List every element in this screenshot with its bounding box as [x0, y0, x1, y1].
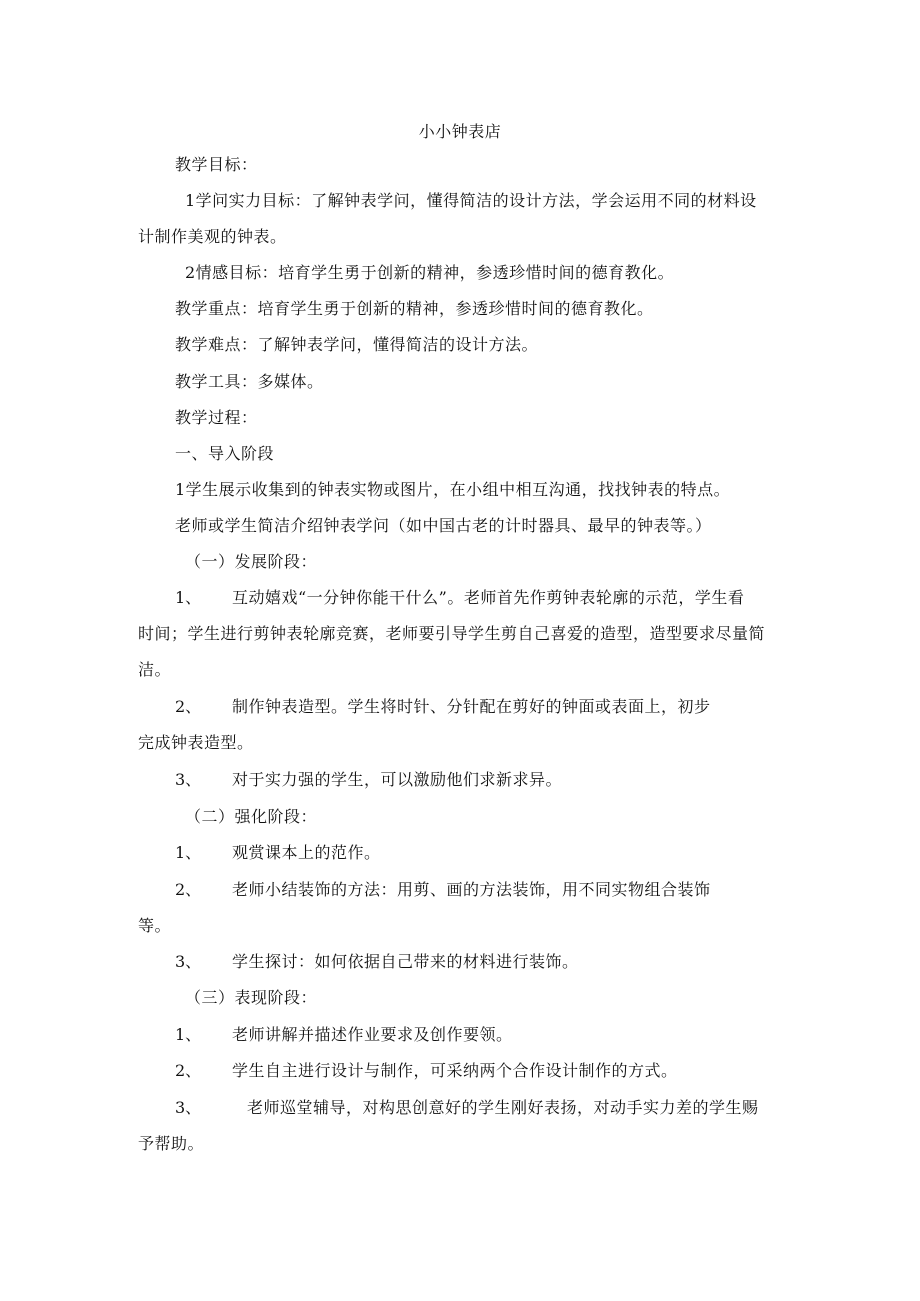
difficulty: 教学难点：了解钟表学问，懂得简洁的设计方法。: [175, 335, 539, 354]
stage-3-item-1-line-1: 老师讲解并描述作业要求及创作要领。: [232, 1025, 513, 1044]
stage-2-item-3-line-1: 学生探讨：如何依据自己带来的材料进行装饰。: [232, 952, 579, 971]
stage-2-item-1-number: 1、: [175, 843, 202, 862]
stage-3-item-1-number: 1、: [175, 1025, 202, 1044]
stage-1-item-1-line-3: 洁。: [138, 660, 172, 679]
objective-1-line-2: 计制作美观的钟表。: [138, 227, 287, 246]
section-1-line-2: 老师或学生简洁介绍钟表学问（如中国古老的计时器具、最早的钟表等。）: [175, 516, 712, 535]
stage-3-heading: （三）表现阶段：: [185, 988, 318, 1007]
teaching-tools: 教学工具：多媒体。: [175, 372, 324, 391]
stage-2-item-2-line-1: 老师小结装饰的方法：用剪、画的方法装饰，用不同实物组合装饰: [232, 880, 711, 899]
process-label: 教学过程：: [175, 408, 258, 427]
section-1-line-1: 1学生展示收集到的钟表实物或图片，在小组中相互沟通，找找钟表的特点。: [175, 480, 731, 499]
stage-1-item-3-line-1: 对于实力强的学生，可以激励他们求新求异。: [232, 770, 563, 789]
stage-3-item-2-number: 2、: [175, 1061, 202, 1080]
stage-1-heading: （一）发展阶段：: [185, 552, 318, 571]
stage-2-item-2-line-2: 等。: [138, 916, 172, 935]
stage-1-item-2-line-1: 制作钟表造型。学生将时针、分针配在剪好的钟面或表面上，初步: [232, 697, 711, 716]
stage-3-item-3-number: 3、: [175, 1098, 202, 1117]
stage-1-item-2-line-2: 完成钟表造型。: [138, 733, 254, 752]
stage-2-heading: （二）强化阶段：: [185, 807, 318, 826]
section-1-heading: 一、导入阶段: [175, 444, 275, 463]
objective-1-line-1: 1学问实力目标：了解钟表学问，懂得简洁的设计方法，学会运用不同的材料设: [185, 191, 757, 210]
stage-2-item-1-line-1: 观赏课本上的范作。: [232, 843, 381, 862]
stage-1-item-1-number: 1、: [175, 588, 202, 607]
key-point: 教学重点：培育学生勇于创新的精神，参透珍惜时间的德育教化。: [175, 299, 654, 318]
stage-2-item-2-number: 2、: [175, 880, 202, 899]
objectives-label: 教学目标：: [175, 155, 258, 174]
document-title: 小小钟表店: [418, 122, 502, 141]
stage-2-item-3-number: 3、: [175, 952, 202, 971]
stage-1-item-1-line-1: 互动嬉戏“一分钟你能干什么”。老师首先作剪钟表轮廓的示范，学生看: [232, 588, 745, 607]
stage-3-item-3-line-1: 老师巡堂辅导，对构思创意好的学生刚好表扬，对动手实力差的学生赐: [247, 1098, 759, 1117]
stage-1-item-2-number: 2、: [175, 697, 202, 716]
stage-1-item-3-number: 3、: [175, 770, 202, 789]
stage-3-item-3-line-2: 予帮助。: [138, 1134, 205, 1153]
stage-3-item-2-line-1: 学生自主进行设计与制作，可采纳两个合作设计制作的方式。: [232, 1061, 678, 1080]
objective-2: 2情感目标：培育学生勇于创新的精神，参透珍惜时间的德育教化。: [185, 263, 675, 282]
stage-1-item-1-line-2: 时间；学生进行剪钟表轮廓竞赛，老师要引导学生剪自己喜爱的造型，造型要求尽量简: [138, 624, 766, 643]
